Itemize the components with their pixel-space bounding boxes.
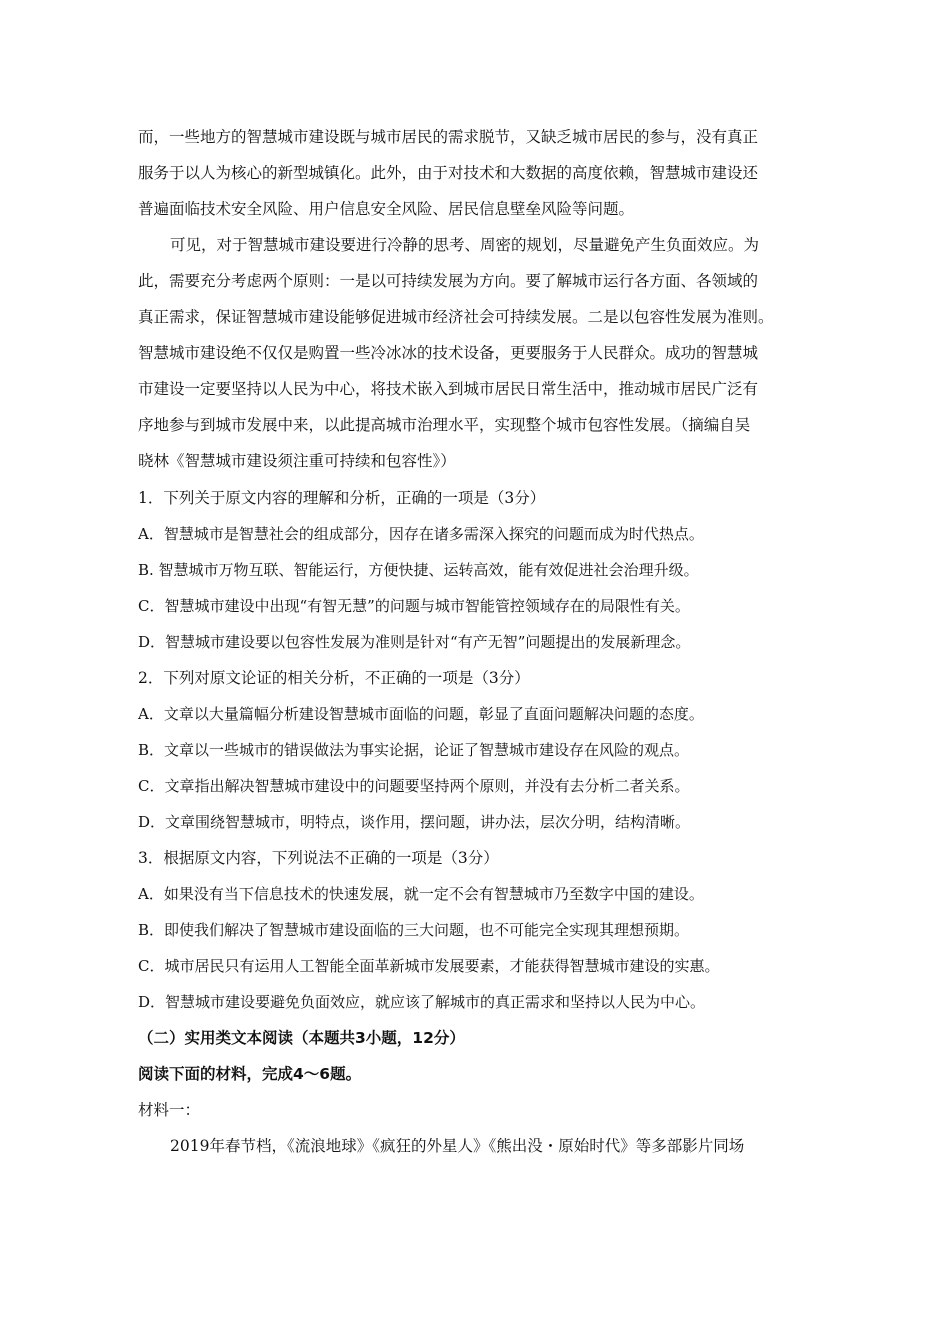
passage-line: 普遍面临技术安全风险、用户信息安全风险、居民信息壁垒风险等问题。 <box>138 200 635 218</box>
question-option: A．文章以大量篇幅分析建设智慧城市面临的问题，彰显了直面问题解决问题的态度。 <box>138 705 704 723</box>
passage-line: 可见，对于智慧城市建设要进行冷静的思考、周密的规划，尽量避免产生负面效应。为 <box>170 236 760 254</box>
question-stem: 3．根据原文内容，下列说法不正确的一项是（3分） <box>138 849 499 867</box>
question-option: D．智慧城市建设要以包容性发展为准则是针对“有产无智”问题提出的发展新理念。 <box>138 633 691 651</box>
passage-line: 此，需要充分考虑两个原则：一是以可持续发展为方向。要了解城市运行各方面、各领域的 <box>138 272 759 290</box>
material-label: 材料一： <box>138 1101 201 1119</box>
passage-line: 服务于以人为核心的新型城镇化。此外，由于对技术和大数据的高度依赖，智慧城市建设还 <box>138 164 759 182</box>
material-first-line: 2019年春节档，《流浪地球》《疯狂的外星人》《熊出没・原始时代》等多部影片同场 <box>170 1137 745 1155</box>
section-title: （二）实用类文本阅读（本题共3小题，12分） <box>138 1029 465 1047</box>
question-option: B. 智慧城市万物互联、智能运行，方便快捷、运转高效，能有效促进社会治理升级。 <box>138 561 699 579</box>
passage-line: 智慧城市建设绝不仅仅是购置一些冷冰冰的技术设备，更要服务于人民群众。成功的智慧城 <box>138 344 759 362</box>
question-option: D．文章围绕智慧城市，明特点，谈作用，摆问题，讲办法，层次分明，结构清晰。 <box>138 813 691 831</box>
question-option: C．城市居民只有运用人工智能全面革新城市发展要素，才能获得智慧城市建设的实惠。 <box>138 957 720 975</box>
question-option: D．智慧城市建设要避免负面效应，就应该了解城市的真正需求和坚持以人民为中心。 <box>138 993 706 1011</box>
question-stem: 1．下列关于原文内容的理解和分析，正确的一项是（3分） <box>138 489 546 507</box>
instruction: 阅读下面的材料，完成4～6题。 <box>138 1065 362 1083</box>
question-option: A．智慧城市是智慧社会的组成部分，因存在诸多需深入探究的问题而成为时代热点。 <box>138 525 704 543</box>
passage-line: 序地参与到城市发展中来，以此提高城市治理水平，实现整个城市包容性发展。（摘编自吴 <box>138 416 751 434</box>
question-option: C．文章指出解决智慧城市建设中的问题要坚持两个原则，并没有去分析二者关系。 <box>138 777 690 795</box>
passage-line: 而，一些地方的智慧城市建设既与城市居民的需求脱节，又缺乏城市居民的参与，没有真正 <box>138 128 759 146</box>
question-option: A．如果没有当下信息技术的快速发展，就一定不会有智慧城市乃至数字中国的建设。 <box>138 885 704 903</box>
passage-line: 晓林《智慧城市建设须注重可持续和包容性》） <box>138 452 456 470</box>
question-option: B．文章以一些城市的错误做法为事实论据，论证了智慧城市建设存在风险的观点。 <box>138 741 690 759</box>
passage-line: 市建设一定要坚持以人民为中心，将技术嵌入到城市居民日常生活中，推动城市居民广泛有 <box>138 380 759 398</box>
question-stem: 2．下列对原文论证的相关分析，不正确的一项是（3分） <box>138 669 530 687</box>
question-option: C．智慧城市建设中出现“有智无慧”的问题与城市智能管控领域存在的局限性有关。 <box>138 597 690 615</box>
passage-line: 真正需求，保证智慧城市建设能够促进城市经济社会可持续发展。二是以包容性发展为准则。 <box>138 308 774 326</box>
question-option: B．即使我们解决了智慧城市建设面临的三大问题，也不可能完全实现其理想预期。 <box>138 921 690 939</box>
